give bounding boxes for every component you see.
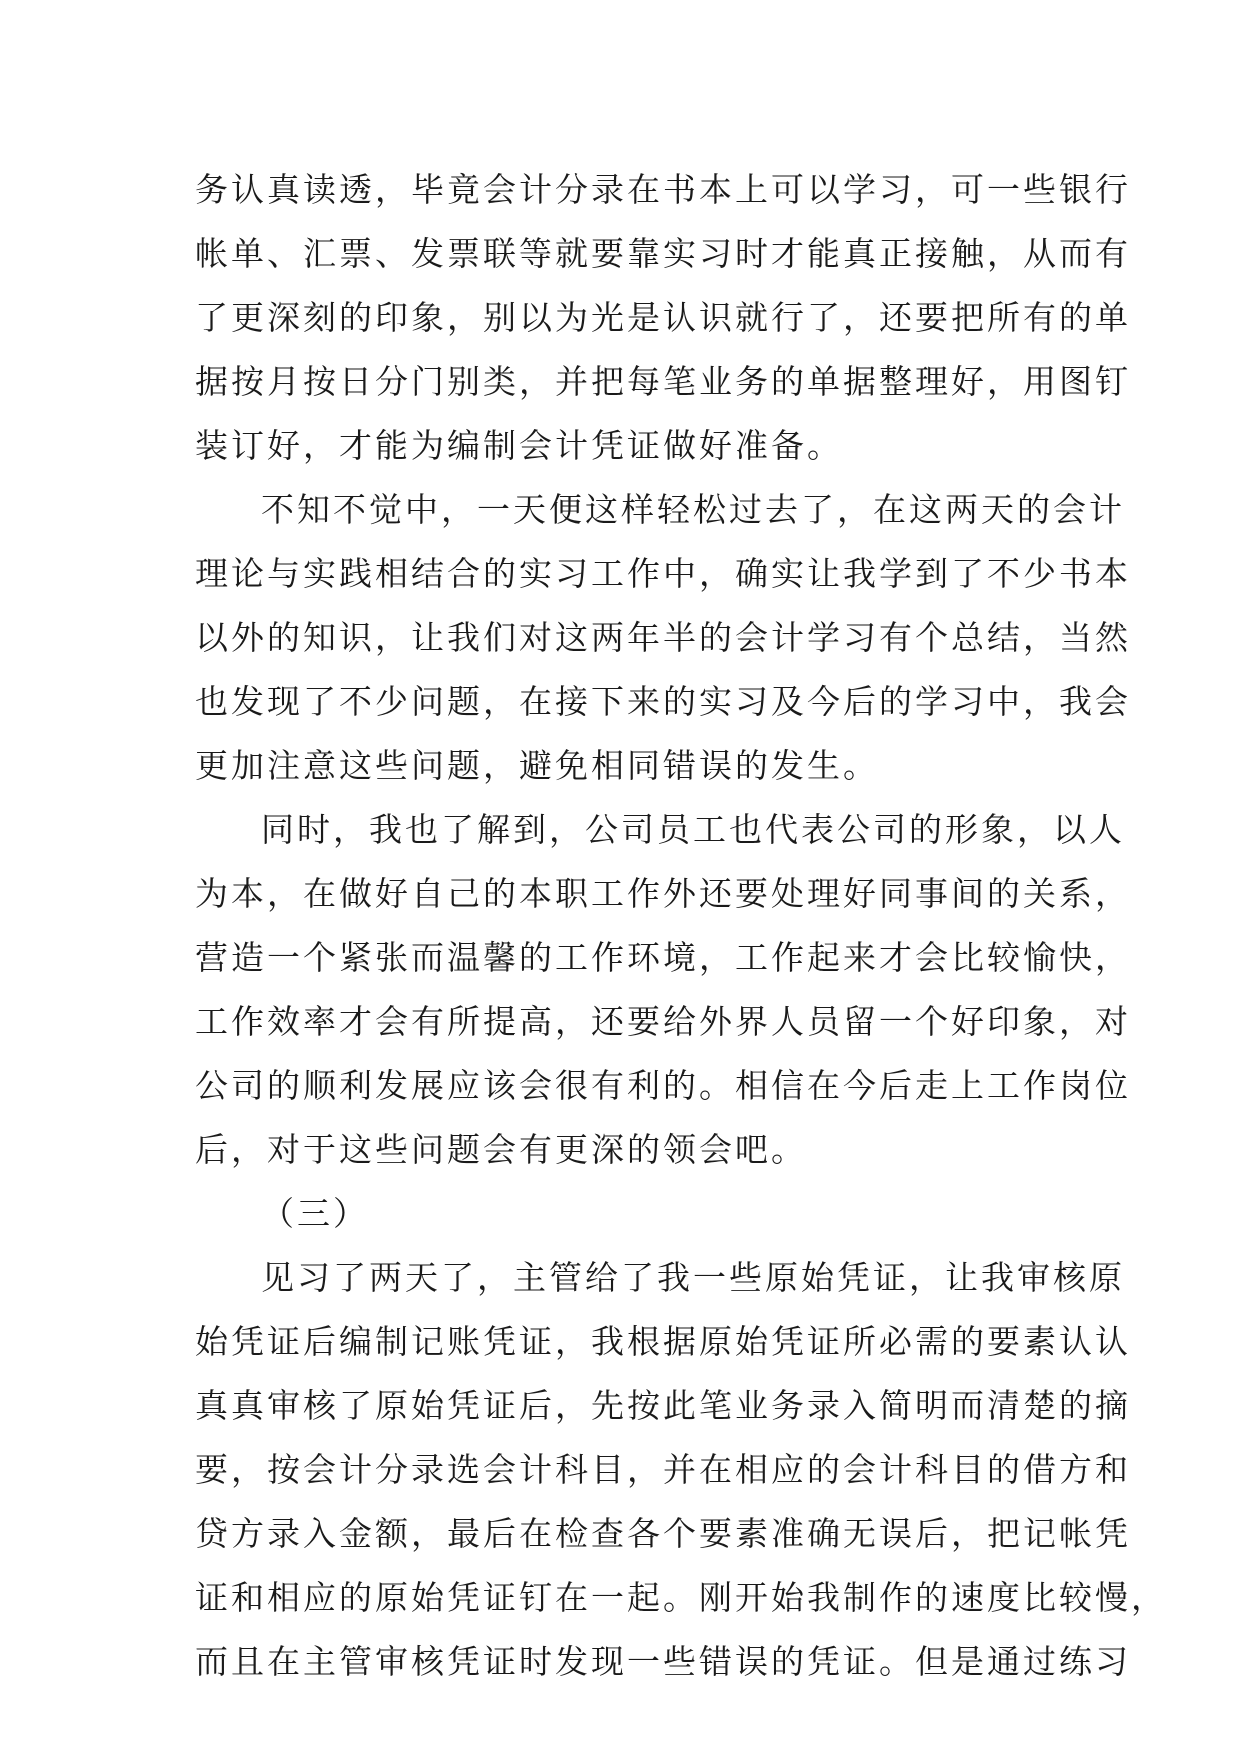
text-line: 更加注意这些问题，避免相同错误的发生。 [195, 746, 879, 785]
paragraph-first-line: 见习了两天了，主管给了我一些原始凭证，让我审核原 [261, 1258, 1125, 1297]
text-line: 公司的顺利发展应该会很有利的。相信在今后走上工作岗位 [195, 1066, 1131, 1105]
text-line: 后，对于这些问题会有更深的领会吧。 [195, 1130, 807, 1169]
text-line: 贷方录入金额，最后在检查各个要素准确无误后，把记帐凭 [195, 1514, 1131, 1553]
section-heading: （三） [261, 1194, 369, 1233]
text-line: 装订好，才能为编制会计凭证做好准备。 [195, 426, 843, 465]
text-line: 工作效率才会有所提高，还要给外界人员留一个好印象，对 [195, 1002, 1131, 1041]
text-line: 了更深刻的印象，别以为光是认识就行了，还要把所有的单 [195, 298, 1131, 337]
text-line: 据按月按日分门别类，并把每笔业务的单据整理好，用图钉 [195, 362, 1131, 401]
text-line: 始凭证后编制记账凭证，我根据原始凭证所必需的要素认认 [195, 1322, 1131, 1361]
text-line: 务认真读透，毕竟会计分录在书本上可以学习，可一些银行 [195, 170, 1131, 209]
body-text [195, 158, 1167, 1694]
text-line: 而且在主管审核凭证时发现一些错误的凭证。但是通过练习 [195, 1642, 1131, 1681]
text-line: 以外的知识，让我们对这两年半的会计学习有个总结，当然 [195, 618, 1131, 657]
text-line: 为本，在做好自己的本职工作外还要处理好同事间的关系， [195, 874, 1131, 913]
text-line: 帐单、汇票、发票联等就要靠实习时才能真正接触，从而有 [195, 234, 1131, 273]
text-line: 理论与实践相结合的实习工作中，确实让我学到了不少书本 [195, 554, 1131, 593]
text-line: 营造一个紧张而温馨的工作环境，工作起来才会比较愉快， [195, 938, 1131, 977]
paragraph-first-line: 不知不觉中，一天便这样轻松过去了，在这两天的会计 [261, 490, 1125, 529]
text-line: 也发现了不少问题，在接下来的实习及今后的学习中，我会 [195, 682, 1131, 721]
paragraph-first-line: 同时，我也了解到，公司员工也代表公司的形象，以人 [261, 810, 1125, 849]
text-line: 证和相应的原始凭证钉在一起。刚开始我制作的速度比较慢， [195, 1578, 1167, 1617]
text-line: 真真审核了原始凭证后，先按此笔业务录入简明而清楚的摘 [195, 1386, 1131, 1425]
text-line: 要，按会计分录选会计科目，并在相应的会计科目的借方和 [195, 1450, 1131, 1489]
